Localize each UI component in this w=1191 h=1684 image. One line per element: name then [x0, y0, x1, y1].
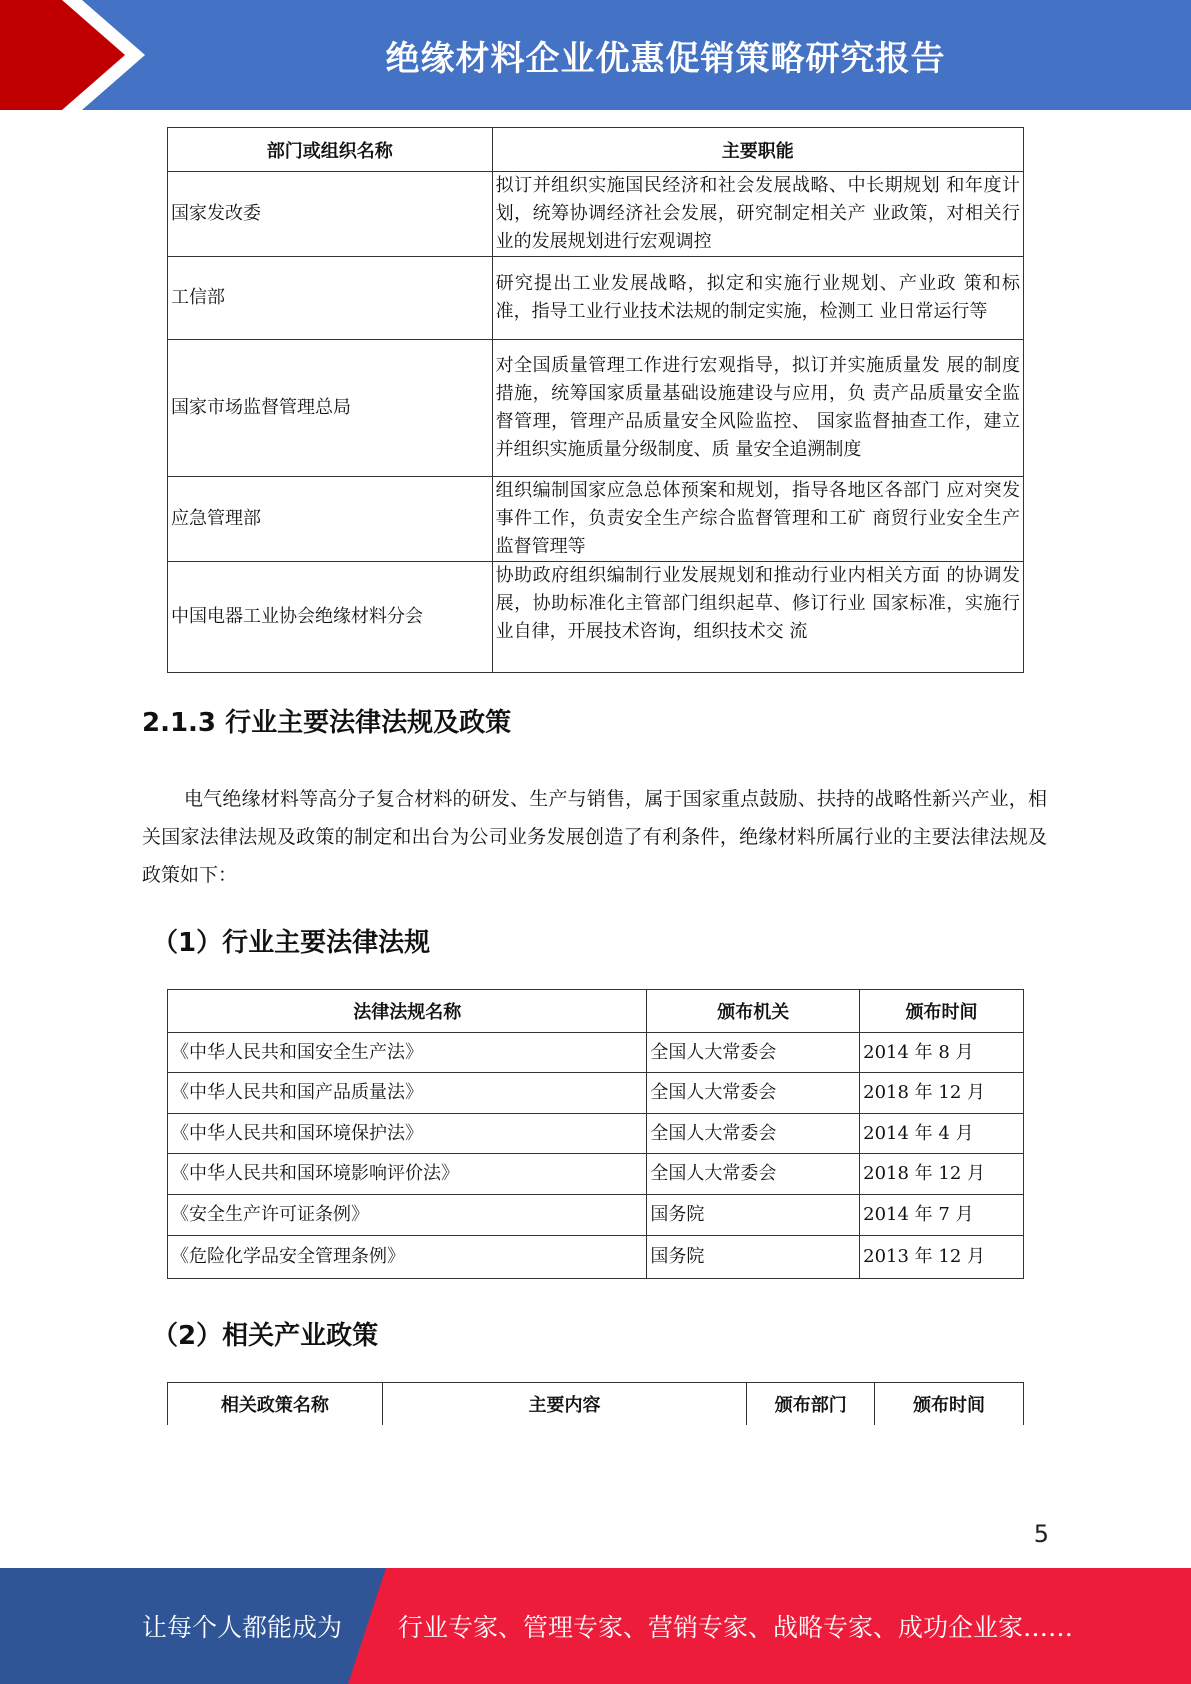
table-header-row — [168, 990, 1024, 1033]
law-date: 2018 年 12 月 — [860, 1154, 1024, 1195]
table-header-cell: 颁布机关 — [647, 990, 860, 1033]
org-function: 拟订并组织实施国民经济和社会发展战略、中长期规划 和年度计划，统筹协调经济社会发展，研究制定相关产 业政策，对相关行业的发展规划进行宏观调控 — [492, 172, 1023, 257]
law-org: 国务院 — [647, 1236, 860, 1279]
table-header-cell: 部门或组织名称 — [168, 128, 493, 172]
policies-table — [167, 1382, 1024, 1425]
org-function: 协助政府组织编制行业发展规划和推动行业内相关方面 的协调发展，协助标准化主管部门组织起草、修订行业 国家标准，实施行业自律，开展技术咨询，组织技术交 流 — [492, 562, 1023, 673]
law-org: 全国人大常委会 — [647, 1114, 860, 1154]
footer-banner — [0, 1568, 1191, 1684]
law-name: 《危险化学品安全管理条例》 — [168, 1236, 647, 1279]
law-name: 《中华人民共和国产品质量法》 — [168, 1073, 647, 1114]
table-row — [168, 1154, 1024, 1195]
table-row — [168, 562, 1024, 673]
section-heading: 2.1.3 行业主要法律法规及政策 — [142, 708, 512, 738]
table-row — [168, 172, 1024, 257]
table-header-cell: 法律法规名称 — [168, 990, 647, 1033]
org-name: 工信部 — [168, 257, 493, 340]
table-header-cell: 颁布部门 — [747, 1383, 875, 1425]
table-row — [168, 1114, 1024, 1154]
org-function: 研究提出工业发展战略，拟定和实施行业规划、产业政 策和标准，指导工业行业技术法规的制定实施，检测工 业日常运行等 — [492, 257, 1023, 340]
table-header-cell: 相关政策名称 — [168, 1383, 383, 1425]
table-header-cell: 颁布时间 — [875, 1383, 1024, 1425]
table-header-row — [168, 1383, 1024, 1425]
footer-slogan-right: 行业专家、管理专家、营销专家、战略专家、成功企业家…… — [398, 1613, 1074, 1642]
law-name: 《中华人民共和国安全生产法》 — [168, 1033, 647, 1073]
table-header-row — [168, 128, 1024, 172]
table-row — [168, 257, 1024, 340]
org-table — [167, 127, 1024, 673]
table-row — [168, 1195, 1024, 1236]
law-org: 全国人大常委会 — [647, 1033, 860, 1073]
law-org: 全国人大常委会 — [647, 1073, 860, 1114]
law-date: 2018 年 12 月 — [860, 1073, 1024, 1114]
org-function: 组织编制国家应急总体预案和规划，指导各地区各部门 应对突发事件工作，负责安全生产综合监督管理和工矿 商贸行业安全生产监督管理等 — [492, 477, 1023, 562]
page-number: 5 — [1033, 1520, 1049, 1548]
law-date: 2014 年 7 月 — [860, 1195, 1024, 1236]
table-header-cell: 颁布时间 — [860, 990, 1024, 1033]
org-function: 对全国质量管理工作进行宏观指导，拟订并实施质量发 展的制度措施，统筹国家质量基础设施建设与应用，负 责产品质量安全监督管理，管理产品质量安全风险监控、 国家监督抽查工作，建立并组织实施质量分级制度、质 量安全追溯制度 — [492, 340, 1023, 477]
report-title: 绝缘材料企业优惠促销策略研究报告 — [385, 38, 946, 79]
law-org: 国务院 — [647, 1195, 860, 1236]
laws-table — [167, 989, 1024, 1279]
footer-slogan-left: 让每个人都能成为 — [142, 1613, 343, 1642]
table-row — [168, 1236, 1024, 1279]
org-name: 国家市场监督管理总局 — [168, 340, 493, 477]
laws-heading: （1）行业主要法律法规 — [152, 928, 431, 958]
org-name: 中国电器工业协会绝缘材料分会 — [168, 562, 493, 673]
org-name: 应急管理部 — [168, 477, 493, 562]
section-paragraph: 电气绝缘材料等高分子复合材料的研发、生产与销售，属于国家重点鼓励、扶持的战略性新兴产业，相关国家法律法规及政策的制定和出台为公司业务发展创造了有利条件，绝缘材料所属行业的主要法律法规及政策如下： — [142, 788, 1047, 886]
header-banner — [0, 0, 1191, 110]
table-header-cell: 主要职能 — [492, 128, 1023, 172]
law-date: 2013 年 12 月 — [860, 1236, 1024, 1279]
law-name: 《中华人民共和国环境保护法》 — [168, 1114, 647, 1154]
law-name: 《安全生产许可证条例》 — [168, 1195, 647, 1236]
table-row — [168, 340, 1024, 477]
org-name: 国家发改委 — [168, 172, 493, 257]
table-row — [168, 1033, 1024, 1073]
policies-heading: （2）相关产业政策 — [152, 1321, 379, 1351]
table-header-cell: 主要内容 — [382, 1383, 747, 1425]
table-row — [168, 1073, 1024, 1114]
law-date: 2014 年 4 月 — [860, 1114, 1024, 1154]
table-row — [168, 477, 1024, 562]
law-org: 全国人大常委会 — [647, 1154, 860, 1195]
law-date: 2014 年 8 月 — [860, 1033, 1024, 1073]
law-name: 《中华人民共和国环境影响评价法》 — [168, 1154, 647, 1195]
